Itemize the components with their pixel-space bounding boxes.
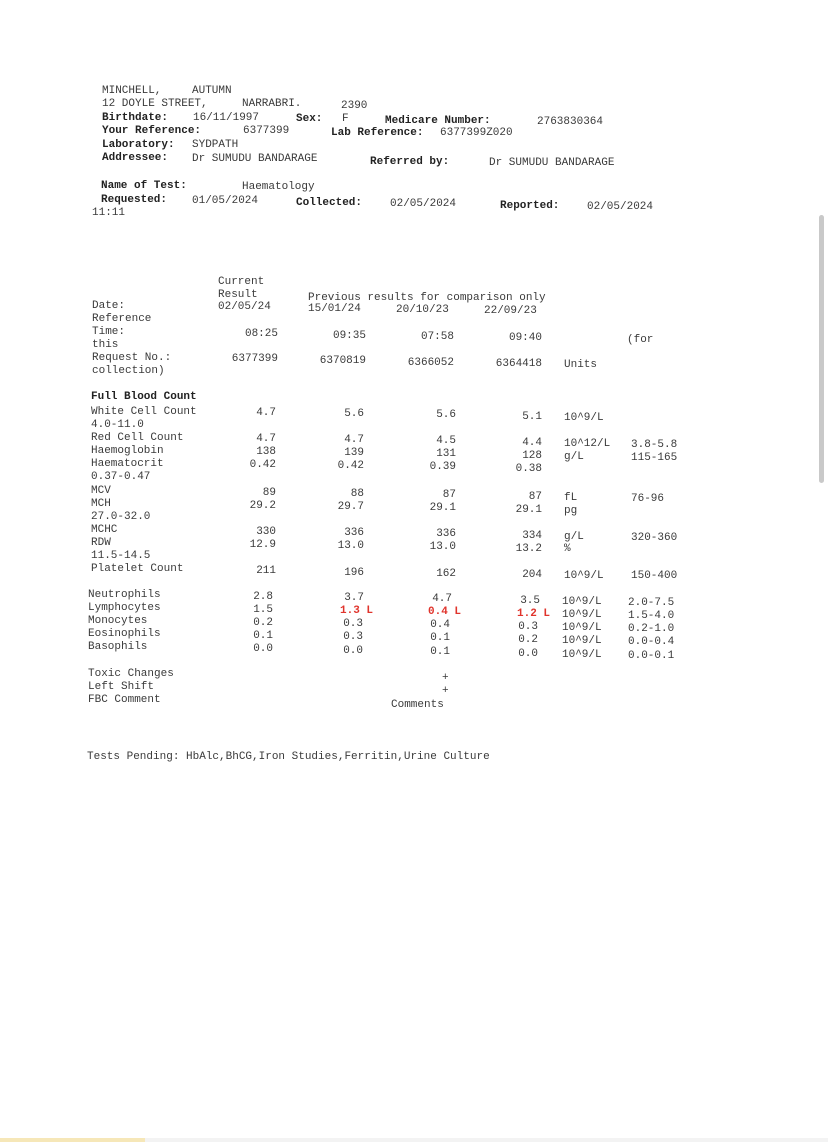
value-cell: 13.2 bbox=[515, 543, 542, 555]
your-reference-value: 6377399 bbox=[243, 125, 290, 137]
addressee-label: Addressee: bbox=[102, 152, 169, 164]
value-cell: 4.7 bbox=[256, 407, 276, 419]
value-cell: 211 bbox=[256, 565, 276, 577]
ref-range: 4.0-11.0 bbox=[91, 419, 144, 431]
value-cell: 2.8 bbox=[253, 591, 273, 603]
this-label: this bbox=[92, 339, 119, 351]
report-time: 11:11 bbox=[92, 207, 126, 219]
row-label: White Cell Count bbox=[91, 406, 197, 418]
row-label: MCH bbox=[91, 498, 111, 510]
value-cell: 13.0 bbox=[429, 541, 456, 553]
value-cell: 3.7 bbox=[344, 592, 364, 604]
row-label: MCHC bbox=[91, 524, 118, 536]
unit-cell: % bbox=[564, 543, 571, 555]
time-col-3: 07:58 bbox=[420, 331, 454, 343]
addressee-value: Dr SUMUDU BANDARAGE bbox=[192, 153, 318, 165]
value-cell: 131 bbox=[436, 448, 456, 460]
ref-range: 11.5-14.5 bbox=[91, 550, 151, 562]
value-cell: 0.1 bbox=[430, 646, 450, 658]
value-cell: 4.7 bbox=[344, 434, 364, 446]
time-col-4: 09:40 bbox=[508, 332, 542, 344]
value-cell: 336 bbox=[436, 528, 456, 540]
value-cell: 87 bbox=[528, 491, 542, 503]
reported-value: 02/05/2024 bbox=[587, 201, 654, 213]
value-cell: 87 bbox=[442, 489, 456, 501]
ref-range: 76-96 bbox=[631, 493, 665, 505]
abnormal-value-cell: 1.2 L bbox=[517, 608, 551, 620]
abnormal-value-cell: 1.3 L bbox=[340, 605, 374, 617]
requested-value: 01/05/2024 bbox=[192, 195, 259, 207]
value-cell: 330 bbox=[256, 526, 276, 538]
referred-by-value: Dr SUMUDU BANDARAGE bbox=[489, 157, 615, 169]
value-cell: 128 bbox=[522, 450, 542, 462]
value-cell: 4.5 bbox=[436, 435, 456, 447]
value-cell: 29.7 bbox=[337, 501, 364, 513]
unit-cell: 10^9/L bbox=[564, 412, 604, 424]
ref-range: 3.8-5.8 bbox=[631, 439, 678, 451]
bottom-bar-accent bbox=[0, 1138, 145, 1142]
left-shift-label: Left Shift bbox=[88, 681, 155, 693]
lab-reference-value: 6377399Z020 bbox=[440, 127, 513, 139]
row-label: Haematocrit bbox=[91, 458, 164, 470]
value-cell: 0.2 bbox=[518, 634, 538, 646]
value-cell: 0.4 bbox=[430, 619, 450, 631]
value-cell: 3.5 bbox=[520, 595, 540, 607]
patient-street: 12 DOYLE STREET, bbox=[102, 98, 208, 110]
test-name-value: Haematology bbox=[242, 181, 315, 193]
lab-reference-label: Lab Reference: bbox=[331, 127, 424, 139]
ref-range: 0.0-0.1 bbox=[628, 650, 675, 662]
request-col-4: 6364418 bbox=[495, 358, 542, 370]
unit-cell: 10^9/L bbox=[564, 570, 604, 582]
row-label: Platelet Count bbox=[91, 563, 184, 575]
your-reference-label: Your Reference: bbox=[102, 125, 202, 137]
vertical-scrollbar[interactable] bbox=[819, 215, 824, 483]
value-cell: 0.42 bbox=[249, 459, 276, 471]
unit-cell: 10^9/L bbox=[562, 622, 602, 634]
value-cell: 0.3 bbox=[343, 631, 363, 643]
ref-range: 1.5-4.0 bbox=[628, 610, 675, 622]
for-label: (for bbox=[627, 334, 654, 346]
row-label: Eosinophils bbox=[88, 628, 161, 640]
value-cell: 334 bbox=[522, 530, 542, 542]
fbc-comment-label: FBC Comment bbox=[88, 694, 161, 706]
result-header: Result bbox=[218, 289, 258, 301]
value-cell: 0.42 bbox=[337, 460, 364, 472]
value-cell: 0.0 bbox=[343, 645, 363, 657]
request-col-1: 6377399 bbox=[231, 353, 278, 365]
value-cell: 138 bbox=[256, 446, 276, 458]
value-cell: 0.3 bbox=[518, 621, 538, 633]
ref-range: 115-165 bbox=[631, 452, 678, 464]
row-label: Basophils bbox=[88, 641, 148, 653]
value-cell: 12.9 bbox=[249, 539, 276, 551]
collected-value: 02/05/2024 bbox=[390, 198, 457, 210]
value-cell: 162 bbox=[436, 568, 456, 580]
reference-label: Reference bbox=[92, 313, 152, 325]
value-cell: 204 bbox=[522, 569, 542, 581]
patient-postcode: 2390 bbox=[341, 100, 368, 112]
row-label: RDW bbox=[91, 537, 111, 549]
collection-label: collection) bbox=[92, 365, 165, 377]
reported-label: Reported: bbox=[500, 200, 560, 212]
value-cell: 1.5 bbox=[253, 604, 273, 616]
value-cell: 336 bbox=[344, 527, 364, 539]
units-label: Units bbox=[564, 359, 598, 371]
date-col-3: 20/10/23 bbox=[396, 304, 449, 316]
date-label: Date: bbox=[92, 300, 126, 312]
section-title: Full Blood Count bbox=[91, 391, 197, 403]
time-col-1: 08:25 bbox=[244, 328, 278, 340]
laboratory-value: SYDPATH bbox=[192, 139, 239, 151]
row-label: Monocytes bbox=[88, 615, 148, 627]
unit-cell: g/L bbox=[564, 531, 584, 543]
unit-cell: 10^9/L bbox=[562, 649, 602, 661]
unit-cell: 10^9/L bbox=[562, 635, 602, 647]
previous-results-header: Previous results for comparison only bbox=[308, 292, 546, 304]
date-col-4: 22/09/23 bbox=[484, 305, 537, 317]
medicare-label: Medicare Number: bbox=[385, 115, 491, 127]
time-col-2: 09:35 bbox=[332, 330, 366, 342]
patient-last-name: MINCHELL, bbox=[102, 85, 162, 97]
ref-range: 27.0-32.0 bbox=[91, 511, 151, 523]
referred-by-label: Referred by: bbox=[370, 156, 450, 168]
sex-value: F bbox=[342, 113, 349, 125]
value-cell: 0.3 bbox=[343, 618, 363, 630]
ref-range: 2.0-7.5 bbox=[628, 597, 675, 609]
toxic-changes-value: + bbox=[442, 672, 449, 684]
sex-label: Sex: bbox=[296, 113, 323, 125]
unit-cell: g/L bbox=[564, 451, 584, 463]
value-cell: 89 bbox=[262, 487, 276, 499]
date-col-1: 02/05/24 bbox=[218, 301, 271, 313]
value-cell: 0.0 bbox=[518, 648, 538, 660]
left-shift-value: + bbox=[442, 685, 449, 697]
ref-range: 0.37-0.47 bbox=[91, 471, 151, 483]
row-label: Lymphocytes bbox=[88, 602, 161, 614]
value-cell: 5.1 bbox=[522, 411, 542, 423]
request-col-3: 6366052 bbox=[407, 357, 454, 369]
value-cell: 0.39 bbox=[429, 461, 456, 473]
value-cell: 29.2 bbox=[249, 500, 276, 512]
row-label: Red Cell Count bbox=[91, 432, 184, 444]
test-name-label: Name of Test: bbox=[101, 180, 187, 192]
value-cell: 5.6 bbox=[436, 409, 456, 421]
row-label: Haemoglobin bbox=[91, 445, 164, 457]
value-cell: 5.6 bbox=[344, 408, 364, 420]
unit-cell: pg bbox=[564, 505, 578, 517]
value-cell: 0.0 bbox=[253, 643, 273, 655]
value-cell: 29.1 bbox=[429, 502, 456, 514]
abnormal-value-cell: 0.4 L bbox=[428, 606, 462, 618]
tests-pending: Tests Pending: HbAlc,BhCG,Iron Studies,Ferritin,Urine Culture bbox=[87, 751, 490, 763]
birthdate-label: Birthdate: bbox=[102, 112, 169, 124]
comments-value: Comments bbox=[391, 699, 444, 711]
row-label: MCV bbox=[91, 485, 111, 497]
request-col-2: 6370819 bbox=[319, 355, 366, 367]
value-cell: 0.2 bbox=[253, 617, 273, 629]
request-no-label: Request No.: bbox=[92, 352, 172, 364]
ref-range: 0.2-1.0 bbox=[628, 623, 675, 635]
date-col-2: 15/01/24 bbox=[308, 303, 361, 315]
unit-cell: 10^9/L bbox=[562, 596, 602, 608]
value-cell: 4.7 bbox=[256, 433, 276, 445]
medicare-value: 2763830364 bbox=[537, 116, 604, 128]
toxic-changes-label: Toxic Changes bbox=[88, 668, 174, 680]
laboratory-label: Laboratory: bbox=[102, 139, 175, 151]
ref-range: 0.0-0.4 bbox=[628, 636, 675, 648]
value-cell: 13.0 bbox=[337, 540, 364, 552]
value-cell: 4.7 bbox=[432, 593, 452, 605]
value-cell: 88 bbox=[350, 488, 364, 500]
unit-cell: fL bbox=[564, 492, 578, 504]
current-header: Current bbox=[218, 276, 265, 288]
value-cell: 29.1 bbox=[515, 504, 542, 516]
unit-cell: 10^9/L bbox=[562, 609, 602, 621]
patient-town: NARRABRI. bbox=[242, 98, 302, 110]
value-cell: 0.1 bbox=[253, 630, 273, 642]
value-cell: 4.4 bbox=[522, 437, 542, 449]
birthdate-value: 16/11/1997 bbox=[193, 112, 260, 124]
requested-label: Requested: bbox=[101, 194, 168, 206]
value-cell: 0.1 bbox=[430, 632, 450, 644]
value-cell: 139 bbox=[344, 447, 364, 459]
unit-cell: 10^12/L bbox=[564, 438, 611, 450]
collected-label: Collected: bbox=[296, 197, 363, 209]
value-cell: 196 bbox=[344, 567, 364, 579]
row-label: Neutrophils bbox=[88, 589, 161, 601]
ref-range: 150-400 bbox=[631, 570, 678, 582]
patient-first-name: AUTUMN bbox=[192, 85, 232, 97]
ref-range: 320-360 bbox=[631, 532, 678, 544]
time-label: Time: bbox=[92, 326, 126, 338]
value-cell: 0.38 bbox=[515, 463, 542, 475]
